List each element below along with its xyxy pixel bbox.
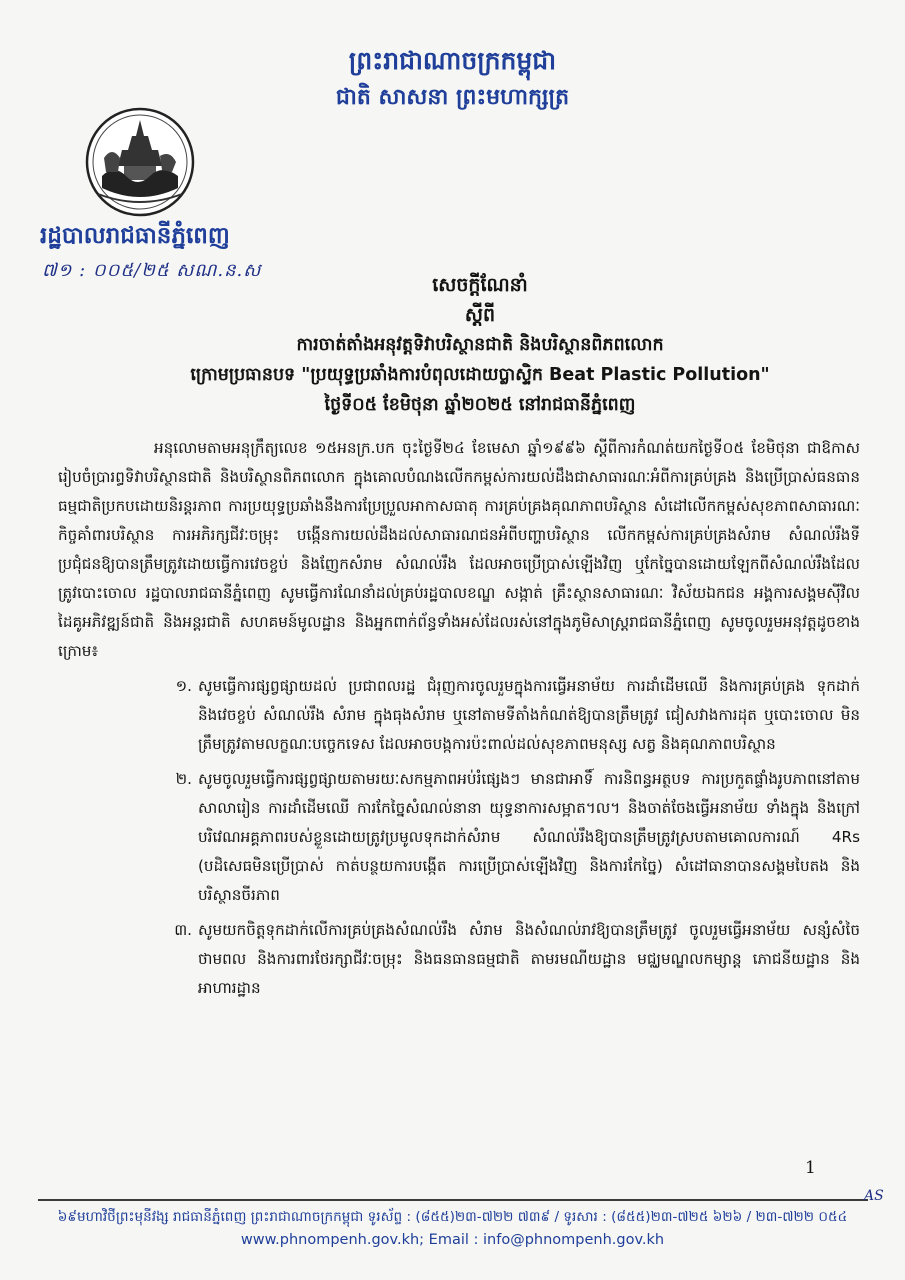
title-line-3: ថ្ងៃទី០៥ ខែមិថុនា ឆ្នាំ២០២៥ នៅរាជធានីភ្នំពេញ bbox=[324, 395, 636, 415]
handwritten-initials: AS bbox=[864, 1188, 884, 1204]
list-item bbox=[58, 672, 860, 759]
document-number: ៧១ : ០០៥/២៥ សណ.ន.ស bbox=[42, 260, 262, 281]
document-body bbox=[58, 434, 860, 1009]
footer-divider bbox=[38, 1199, 868, 1201]
phnom-penh-seal-logo bbox=[84, 106, 196, 218]
title-line-2: ក្រោមប្រធានបទ "ប្រយុទ្ធប្រឆាំងការបំពុលដោយប្លាស្ទិក Beat Plastic Pollution" bbox=[190, 365, 770, 385]
issuing-agency: រដ្ឋបាលរាជធានីភ្នំពេញ bbox=[40, 223, 230, 249]
item-number: ២. bbox=[175, 770, 192, 788]
title-line-1: ការចាត់តាំងអនុវត្តទិវាបរិស្ថានជាតិ និងបរិស្ថានពិភពលោក bbox=[296, 335, 664, 355]
national-motto: ជាតិ សាសនា ព្រះមហាក្សត្រ bbox=[335, 85, 570, 110]
footer-web-email: www.phnompenh.gov.kh; Email : info@phnompenh.gov.kh bbox=[240, 1232, 665, 1248]
intro-paragraph: អនុលោមតាមអនុក្រឹត្យលេខ ១៥អនក្រ.បក ចុះថ្ងៃទី២៤ ខែមេសា ឆ្នាំ១៩៩៦ ស្តីពីការកំណត់យកថ្ងៃទី០៥ ខែមិថុនា ជាឱកាសរៀបចំប្រារព្ធទិវាបរិស្ថានជាតិ និងបរិស្ថានពិភពលោក ក្នុងគោលបំណងលើកកម្ពស់ការយល់ដឹងជាសាធារណៈអំពីការគ្រប់គ្រង និងប្រើប្រាស់ធនធានធម្មជាតិប្រកបដោយនិរន្តរភាព ការប្រយុទ្ធប្រឆាំងនឹងការប្រែប្រួលអាកាសធាតុ ការគ្រប់គ្រងគុណភាពបរិស្ថាន សំដៅលើកកម្ពស់សុខភាពសាធារណៈ កិច្ចគាំពារបរិស្ថាន ការអភិរក្សជីវៈចម្រុះ បង្កើនការយល់ដឹងដល់សាធារណជនអំពីបញ្ហាបរិស្ថាន លើកកម្ពស់ការគ្រប់គ្រងសំរាម សំណល់រឹងទីប្រជុំជនឱ្យបានត្រឹមត្រូវដោយធ្វើការវេចខ្ចប់ និងញែកសំរាម សំណល់រឹង ដែលអាចប្រើប្រាស់ឡើងវិញ ឬកែច្នៃបានដោយឡែកពីសំណល់រឹងដែលត្រូវបោះចោល រដ្ឋបាលរាជធានីភ្នំពេញ សូមធ្វើការណែនាំដល់គ្រប់រដ្ឋបាលខណ្ឌ សង្កាត់ គ្រឹះស្ថានសាធារណៈ វិស័យឯកជន អង្គការសង្គមស៊ីវិល ដៃគូអភិវឌ្ឍន៍ជាតិ និងអន្តរជាតិ សហគមន៍មូលដ្ឋាន និងអ្នកពាក់ព័ន្ធទាំងអស់ដែលរស់នៅក្នុងភូមិសាស្ត្ររាជធានីភ្នំពេញ សូមចូលរួមអនុវត្តដូចខាងក្រោម៖ bbox=[58, 439, 860, 660]
item-text: សូមចូលរួមធ្វើការផ្សព្វផ្សាយតាមរយៈសកម្មភាពអប់រំផ្សេងៗ មានជាអាទិ៍ ការនិពន្ធអត្ថបទ ការប្រកួតផ្ទាំងរូបភាពនៅតាមសាលារៀន ការដាំដើមឈើ ការកែច្នៃសំណល់នានា យុទ្ធនាការសម្អាត។ល។ និងចាត់ចែងធ្វើអនាម័យ ទាំងក្នុង និងក្រៅបរិវេណអគ្គភាពរបស់ខ្លួនដោយត្រូវប្រមូលទុកដាក់សំរាម សំណល់រឹងឱ្យបានត្រឹមត្រូវស្របតាមគោលការណ៍ 4Rs (បដិសេធមិនប្រើប្រាស់ កាត់បន្ថយការបង្កើត ការប្រើប្រាស់ឡើងវិញ និងការកែច្នៃ) សំដៅធានាបានសង្គមបៃតង និងបរិស្ថានចីរភាព bbox=[198, 770, 860, 904]
kingdom-title: ព្រះរាជាណាចក្រកម្ពុជា bbox=[348, 46, 557, 75]
document-title-block bbox=[120, 270, 840, 420]
letterhead bbox=[0, 42, 905, 116]
document-title: សេចក្តីណែនាំ bbox=[432, 274, 528, 296]
item-text: សូមធ្វើការផ្សព្វផ្សាយដល់ ប្រជាពលរដ្ឋ ជំរុញការចូលរួមក្នុងការធ្វើអនាម័យ ការដាំដើមឈើ និងការគ្រប់គ្រង ទុកដាក់ និងវេចខ្ចប់ សំណល់រឹង សំរាម ក្នុងធុងសំរាម ឬនៅតាមទីតាំងកំណត់ឱ្យបានត្រឹមត្រូវ ជៀសវាងការដុត ឬបោះចោល មិនត្រឹមត្រូវតាមលក្ខណៈបច្ចេកទេស ដែលអាចបង្កការប៉ះពាល់ដល់សុខភាពមនុស្ស សត្វ និងគុណភាពបរិស្ថាន bbox=[198, 677, 860, 753]
list-item bbox=[58, 916, 860, 1003]
item-text: សូមយកចិត្តទុកដាក់លើការគ្រប់គ្រងសំណល់រឹង សំរាម និងសំណល់រាវឱ្យបានត្រឹមត្រូវ ចូលរួមធ្វើអនាម័យ សន្សំសំចៃថាមពល និងការពារថែរក្សាជីវៈចម្រុះ និងធនធានធម្មជាតិ តាមរមណីយដ្ឋាន មជ្ឈមណ្ឌលកម្សាន្ត ភោជនីយដ្ឋាន និងអាហារដ្ឋាន bbox=[198, 921, 860, 997]
item-number: ៣. bbox=[174, 921, 192, 939]
list-item bbox=[58, 765, 860, 910]
page-number: 1 bbox=[805, 1158, 816, 1178]
item-number: ១. bbox=[175, 677, 192, 695]
footer-address: ៦៩មហាវិថីព្រះមុនីវង្ស រាជធានីភ្នំពេញ ព្រះរាជាណាចក្រកម្ពុជា ទូរស័ព្ទ : (៨៥៥)២៣-៧២២ ៧៣៩ / ទូរសារ : (៨៥៥)២៣-៧២៥ ៦២៦ / ២៣-៧២២ ០៥៤ bbox=[57, 1209, 848, 1225]
document-about: ស្តីពី bbox=[464, 304, 496, 326]
